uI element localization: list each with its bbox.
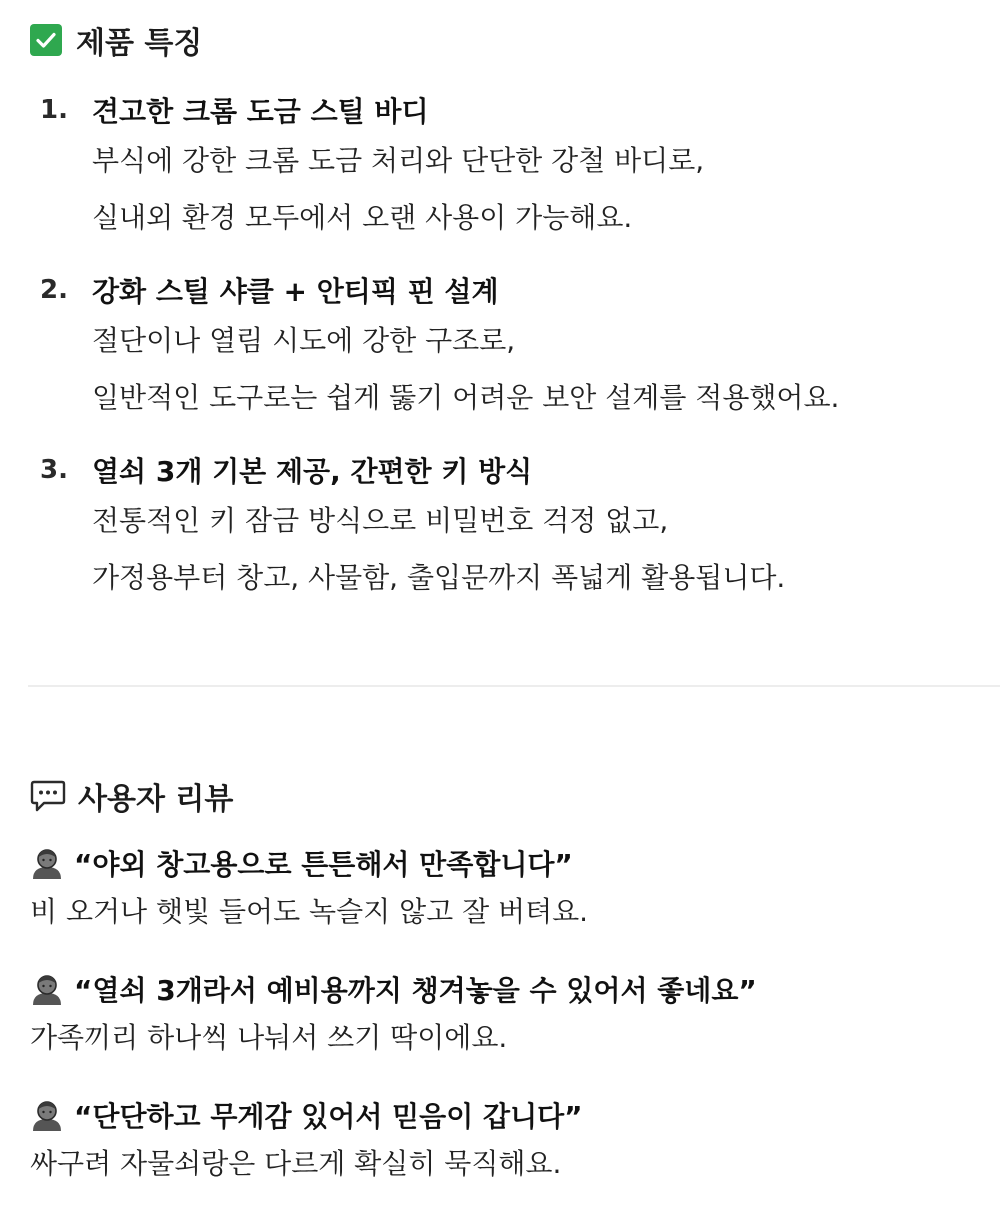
feature-description-line: 전통적인 키 잠금 방식으로 비밀번호 걱정 없고, xyxy=(92,504,669,537)
review-item xyxy=(30,1092,990,1190)
feature-description-line: 실내외 환경 모두에서 오랜 사용이 가능해요. xyxy=(92,201,633,234)
feature-number: 2. xyxy=(40,275,68,305)
features-heading xyxy=(30,17,202,63)
review-item xyxy=(30,840,990,938)
review-quote: “야외 창고용으로 튼튼해서 만족합니다” xyxy=(74,848,573,881)
features-title: 제품 특징 xyxy=(76,26,203,61)
check-mark-button-icon xyxy=(30,24,62,56)
feature-title: 열쇠 3개 기본 제공, 간편한 키 방식 xyxy=(92,455,533,488)
feature-item xyxy=(40,88,980,246)
review-body: 가족끼리 하나씩 나눠서 쓰기 딱이에요. xyxy=(30,1021,508,1054)
feature-title: 견고한 크롬 도금 스틸 바디 xyxy=(92,95,429,128)
feature-description-line: 가정용부터 창고, 사물함, 출입문까지 폭넓게 활용됩니다. xyxy=(92,561,786,594)
speech-balloon-icon xyxy=(30,779,66,813)
feature-number: 3. xyxy=(40,455,68,485)
section-divider xyxy=(28,685,1000,687)
review-quote: “열쇠 3개라서 예비용까지 챙겨놓을 수 있어서 좋네요” xyxy=(74,974,757,1007)
review-body: 싸구려 자물쇠랑은 다르게 확실히 묵직해요. xyxy=(30,1147,562,1180)
feature-number: 1. xyxy=(40,95,68,125)
feature-title: 강화 스틸 샤클 + 안티픽 핀 설계 xyxy=(92,275,499,308)
person-icon xyxy=(30,972,64,1006)
person-icon xyxy=(30,846,64,880)
feature-item xyxy=(40,268,980,426)
feature-description-line: 부식에 강한 크롬 도금 처리와 단단한 강철 바디로, xyxy=(92,144,705,177)
reviews-heading xyxy=(30,773,233,819)
review-body: 비 오거나 햇빛 들어도 녹슬지 않고 잘 버텨요. xyxy=(30,895,589,928)
person-icon xyxy=(30,1098,64,1132)
review-item xyxy=(30,966,990,1064)
feature-item xyxy=(40,448,980,606)
reviews-title: 사용자 리뷰 xyxy=(78,782,234,817)
review-quote: “단단하고 무게감 있어서 믿음이 갑니다” xyxy=(74,1100,583,1133)
feature-description-line: 일반적인 도구로는 쉽게 뚫기 어려운 보안 설계를 적용했어요. xyxy=(92,381,840,414)
feature-description-line: 절단이나 열림 시도에 강한 구조로, xyxy=(92,324,516,357)
